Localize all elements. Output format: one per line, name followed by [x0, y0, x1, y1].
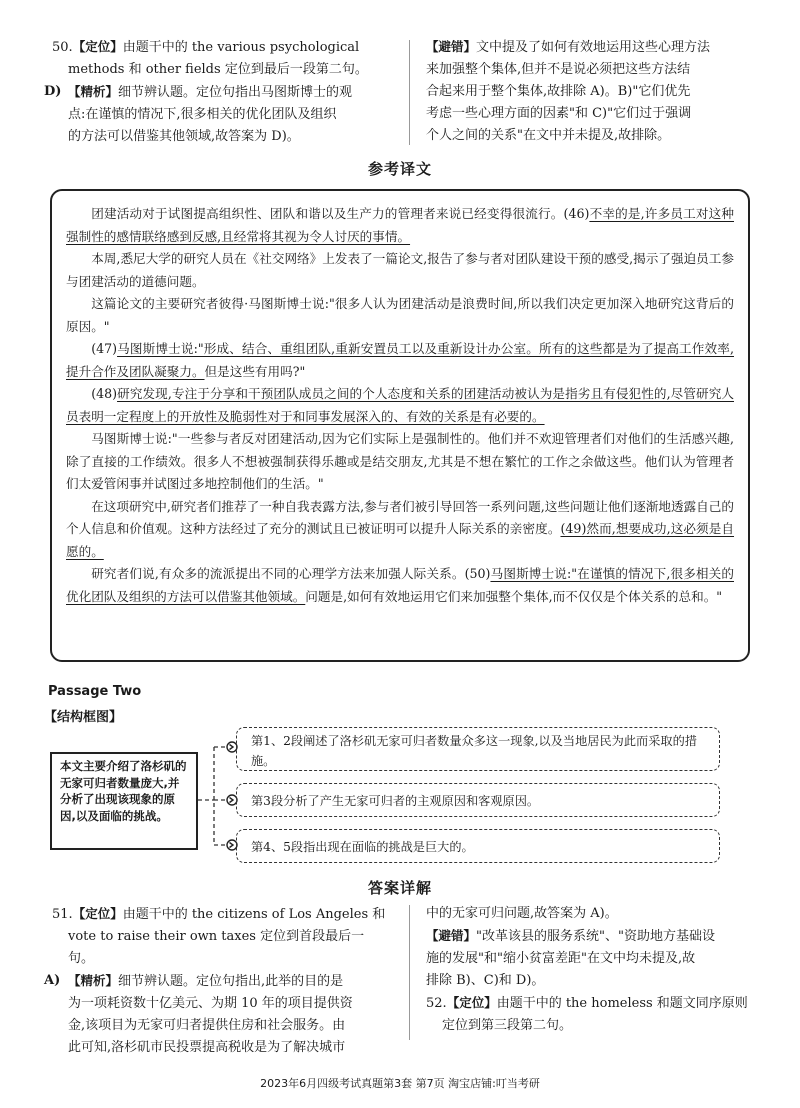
locate-tag: 【定位】 — [72, 906, 123, 921]
question-number: 51. — [52, 907, 73, 922]
q52-text: 由题干中的 the homeless 和题文同序原则 — [496, 996, 748, 1011]
q51-text: 由题干中的 the citizens of Los Angeles 和 — [122, 907, 386, 922]
avoid-tag: 【避错】 — [426, 39, 477, 54]
translation-paragraph — [66, 338, 734, 383]
avoid-text: 文中提及了如何有效地运用这些心理方法 — [476, 40, 711, 55]
structure-point-2: 第3段分析了产生无家可归者的主观原因和客观原因。 — [236, 783, 720, 817]
underlined-text: (49)然而,想要成功,这必须是自愿的。 — [66, 521, 735, 559]
translation-paragraph — [66, 203, 734, 248]
locate-tag: 【定位】 — [72, 39, 123, 54]
answers-title: 答案详解 — [367, 879, 432, 897]
q52-line: 定位到第三段第二句。 — [442, 1018, 573, 1033]
avoid-line: 施的发展"和"缩小贫富差距"在文中均未提及,故 — [426, 951, 696, 966]
q50-line: 的方法可以借鉴其他领域,故答案为 D)。 — [68, 129, 300, 144]
avoid-line — [426, 36, 766, 59]
structure-point-3: 第4、5段指出现在面临的挑战是巨大的。 — [236, 829, 720, 863]
translation-paragraph: 本周,悉尼大学的研究人员在《社交网络》上发表了一篇论文,报告了参与者对团队建设干预的感受,揭示了强迫员工参与团建活动的道德问题。 — [66, 251, 734, 289]
translation-text: 但是这些有用吗?" — [204, 363, 306, 379]
q50-analysis-line — [44, 81, 387, 104]
avoid-line: 考虑一些心理方面的因素"和 C)"它们过于强调 — [426, 106, 692, 121]
q51-line: 为一项耗资数十亿美元、为期 10 年的项目提供资 — [68, 996, 353, 1011]
q51-text: 细节辨认题。定位句指出,此举的目的是 — [118, 974, 344, 989]
analysis-tag: 【精析】 — [68, 973, 119, 988]
q50-text: 细节辨认题。定位句指出马图斯博士的观 — [118, 85, 353, 100]
q51-line: 此可知,洛杉矶市民投票提高税收是为了解决城市 — [68, 1040, 346, 1055]
framework-label: 【结构框图】 — [44, 710, 123, 725]
avoid-line: 来加强整个集体,但并不是说必须把这些方法结 — [426, 62, 691, 77]
q51-analysis-line — [44, 970, 387, 993]
question-marker: (48) — [91, 386, 118, 401]
avoid-tag: 【避错】 — [426, 928, 477, 943]
column-divider — [409, 905, 410, 1040]
translation-paragraph — [66, 563, 734, 608]
answer-letter: D) — [44, 84, 62, 99]
translation-text: 问题是,如何有效地运用它们来加强整个集体,而不仅仅是个体关系的总和。" — [305, 588, 723, 604]
question-number: 52. — [426, 996, 447, 1011]
q50-line — [52, 36, 387, 59]
summary-box: 本文主要介绍了洛杉矶的无家可归者数量庞大,并分析了出现该现象的原因,以及面临的挑战。 — [50, 752, 198, 850]
underlined-text: 马图斯博士说:"形成、结合、重组团队,重新安置员工以及重新设计办公室。所有的这些都是为了提高工作效率,提升合作及团队凝聚力。 — [66, 341, 734, 379]
analysis-tag: 【精析】 — [68, 84, 119, 99]
avoid-line — [426, 925, 766, 948]
translation-paragraph: 马图斯博士说:"一些参与者反对团建活动,因为它们实际上是强制性的。他们并不欢迎管理者们对他们的生活感兴趣,除了直接的工作绩效。很多人不想被强制获得乐趣或是结交朋友,尤其是不想在繁忙的工作之余做这些。他们认为管理者们太爱管闲事并试图过多地控制他们的生活。" — [66, 431, 734, 491]
structure-point-1: 第1、2段阐述了洛杉矶无家可归者数量众多这一现象,以及当地居民为此而采取的措施。 — [236, 727, 720, 771]
q50-line: methods 和 other fields 定位到最后一段第二句。 — [68, 62, 368, 77]
q51-block — [44, 903, 387, 1059]
avoid-line: 排除 B)、C)和 D)。 — [426, 973, 545, 988]
avoid-line: 个人之间的关系"在文中并未提及,故排除。 — [426, 128, 671, 143]
underlined-text: 马图斯博士说:"在谨慎的情况下,很多相关的优化团队及组织的方法可以借鉴其他领域。 — [66, 566, 734, 604]
translation-text: 在这项研究中,研究者们推荐了一种自我表露方法,参与者们被引导回答一系列问题,这些问题让他们逐渐地透露自己的个人信息和价值观。这种方法经过了充分的测试且已被证明可以提升人际关系的亲密度。 — [66, 498, 734, 536]
translation-title: 参考译文 — [367, 160, 432, 178]
q51-line — [52, 903, 387, 926]
underlined-text: 不幸的是,许多员工对这种强制性的感情联络感到反感,且经常将其视为令人讨厌的事情。 — [66, 206, 734, 244]
avoid-line: 合起来用于整个集体,故排除 A)。B)"它们优先 — [426, 84, 691, 99]
translation-text: 研究者们说,有众多的流派提出不同的心理学方法来加强人际关系。(50) — [91, 566, 491, 581]
q50-block — [44, 36, 387, 148]
translation-box — [50, 189, 750, 662]
q51-line: 中的无家可归问题,故答案为 A)。 — [426, 906, 618, 921]
page-footer: 2023年6月四级考试真题第3套 第7页 淘宝店铺:叮当考研 — [260, 1077, 540, 1090]
q51-avoid-block — [426, 903, 766, 1037]
q50-avoid-block — [426, 36, 766, 147]
q50-line: 点:在谨慎的情况下,很多相关的优化团队及组织 — [68, 107, 337, 122]
passage-label: Passage Two — [48, 684, 142, 699]
answer-letter: A) — [44, 973, 61, 988]
translation-paragraph — [66, 496, 734, 564]
question-number: 50. — [52, 40, 73, 55]
q52-line — [426, 992, 766, 1015]
translation-paragraph: 这篇论文的主要研究者彼得·马图斯博士说:"很多人认为团建活动是浪费时间,所以我们决定更加深入地研究这背后的原因。" — [66, 296, 734, 334]
avoid-text: "改革该县的服务系统"、"资助地方基础设 — [476, 929, 715, 944]
q51-line: vote to raise their own taxes 定位到首段最后一句。 — [68, 929, 365, 966]
translation-paragraph — [66, 383, 734, 428]
q51-line: 金,该项目为无家可归者提供住房和社会服务。由 — [68, 1018, 346, 1033]
locate-tag: 【定位】 — [446, 995, 497, 1010]
question-marker: (47) — [91, 341, 118, 356]
underlined-text: 研究发现,专注于分享和干预团队成员之间的个人态度和关系的团建活动被认为是指劣且有侵犯性的,尽管研究人员表明一定程度上的开放性及脆弱性对于和同事发展深入的、有效的关系是有必要的。 — [66, 386, 734, 424]
column-divider — [409, 40, 410, 145]
translation-text: 团建活动对于试图提高组织性、团队和谐以及生产力的管理者来说已经变得很流行。(46) — [91, 206, 590, 221]
q50-text: 由题干中的 the various psychological — [122, 40, 360, 55]
